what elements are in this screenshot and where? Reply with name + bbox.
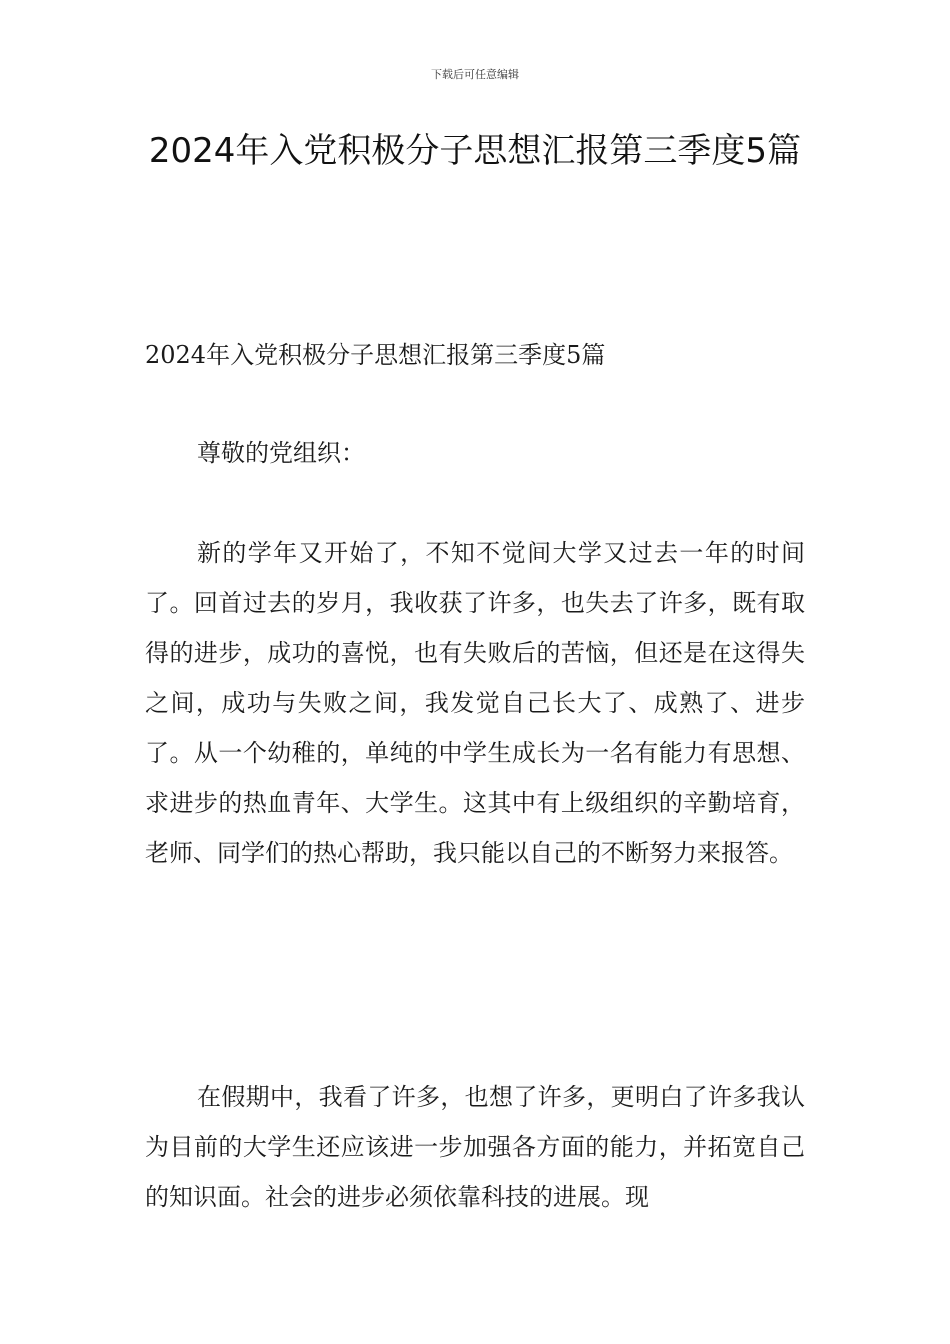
paragraph-1: 新的学年又开始了，不知不觉间大学又过去一年的时间了。回首过去的岁月，我收获了许多，也失去了许多，既有取得的进步，成功的喜悦，也有失败后的苦恼，但还是在这得失之间，成功与失败之间，我发觉自己长大了、成熟了、进步了。从一个幼稚的，单纯的中学生成长为一名有能力有思想、求进步的热血青年、大学生。这其中有上级组织的辛勤培育，老师、同学们的热心帮助，我只能以自己的不断努力来报答。: [145, 539, 805, 867]
document-subtitle: 2024年入党积极分子思想汇报第三季度5篇: [145, 341, 606, 369]
salutation: 尊敬的党组织：: [197, 439, 365, 467]
document-title: 2024年入党积极分子思想汇报第三季度5篇: [148, 131, 802, 171]
header-note: 下载后可任意编辑: [431, 68, 519, 81]
paragraph-2: 在假期中，我看了许多，也想了许多，更明白了许多我认为目前的大学生还应该进一步加强各方面的能力，并拓宽自己的知识面。社会的进步必须依靠科技的进展。现: [145, 1083, 805, 1211]
